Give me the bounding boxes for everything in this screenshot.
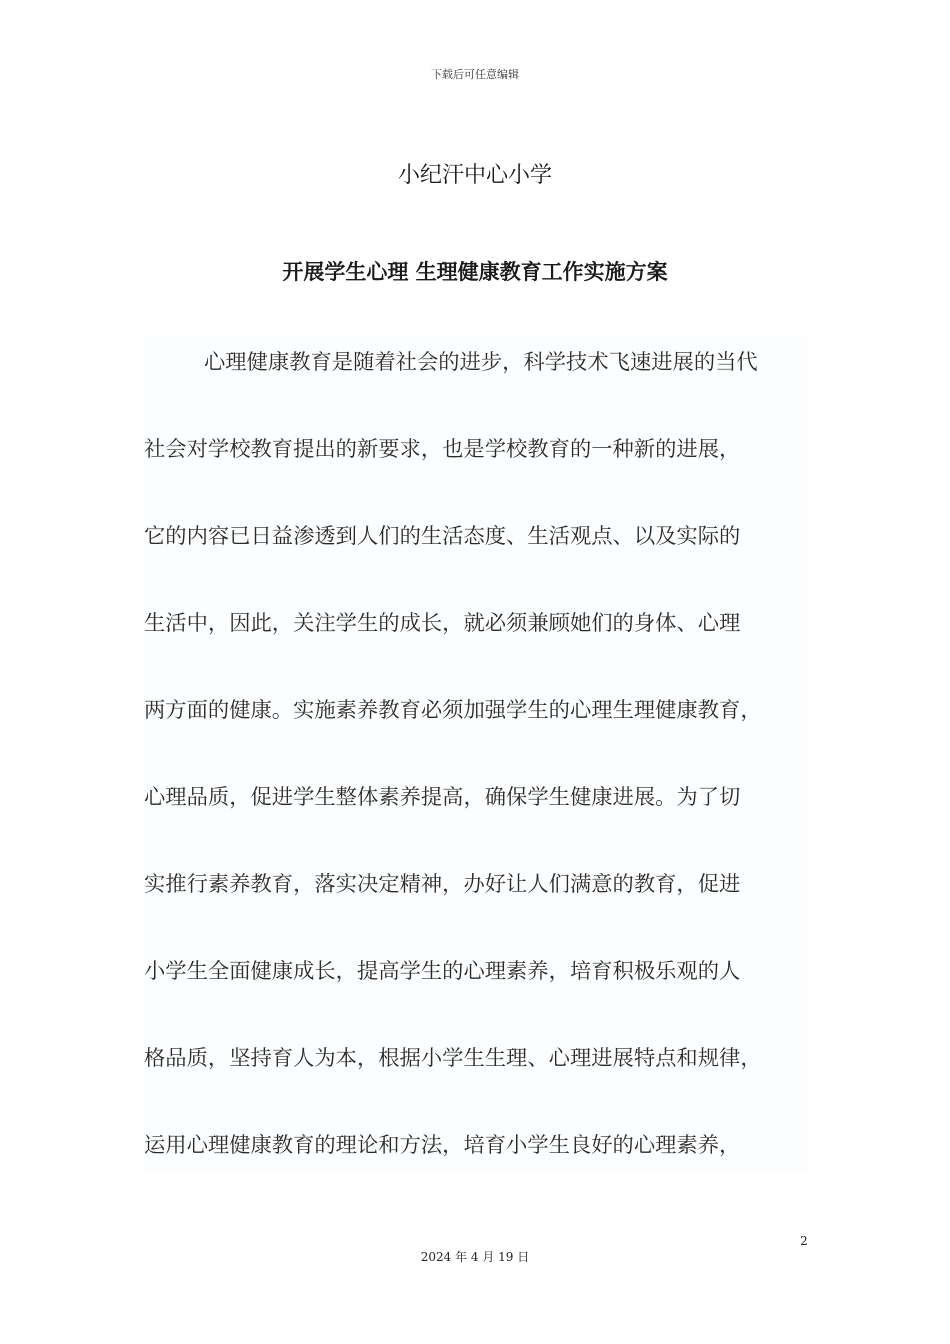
paragraph-line: 小学生全面健康成长，提高学生的心理素养，培育积极乐观的人: [144, 959, 741, 984]
footer-date: 2024 年 4 月 19 日: [420, 1250, 530, 1264]
paragraph-line: 心理健康教育是随着社会的进步，科学技术飞速进展的当代: [204, 350, 758, 375]
body-text-block: [144, 336, 808, 1172]
paragraph-line: 运用心理健康教育的理论和方法，培育小学生良好的心理素养，: [144, 1133, 741, 1158]
paragraph-line: 格品质，坚持育人为本，根据小学生生理、心理进展特点和规律，: [144, 1046, 762, 1071]
paragraph-line: 两方面的健康。实施素养教育必须加强学生的心理生理健康教育，: [144, 698, 762, 723]
page-header-note: 下载后可任意编辑: [431, 68, 519, 81]
paragraph-line: 心理品质，促进学生整体素养提高，确保学生健康进展。为了切: [144, 785, 741, 810]
page-number: 2: [800, 1234, 808, 1248]
paragraph-line: 实推行素养教育，落实决定精神，办好让人们满意的教育，促进: [144, 872, 741, 897]
document-title: 开展学生心理 生理健康教育工作实施方案: [282, 260, 668, 284]
paragraph-line: 生活中，因此，关注学生的成长，就必须兼顾她们的身体、心理: [144, 611, 741, 636]
paragraph-line: 社会对学校教育提出的新要求，也是学校教育的一种新的进展，: [144, 437, 741, 462]
school-name-title: 小纪汗中心小学: [397, 163, 552, 188]
paragraph-line: 它的内容已日益渗透到人们的生活态度、生活观点、以及实际的: [144, 524, 741, 549]
